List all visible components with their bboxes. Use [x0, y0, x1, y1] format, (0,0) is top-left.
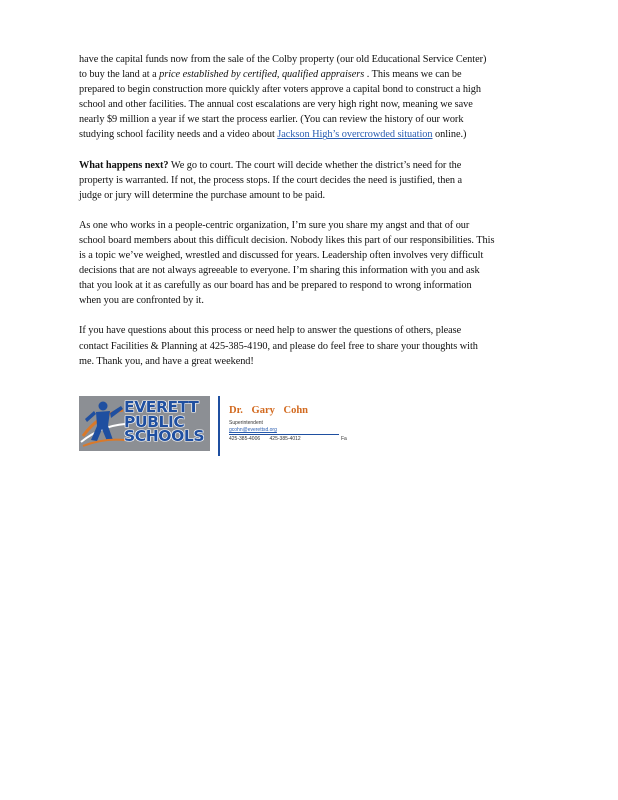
text-line: school board members about this difficult decision. Nobody likes this part of our responsibilities. This [79, 234, 495, 246]
signature-title: Superintendent [229, 420, 263, 426]
text-line: judge or jury will determine the purchase amount to be paid. [79, 189, 326, 201]
heading-what-happens-next: What happens next? [79, 159, 169, 171]
signature-rule [229, 434, 339, 435]
logo-wordmark [124, 400, 204, 444]
text-line: when you are confronted by it. [79, 295, 204, 307]
text-line: As one who works in a people-centric organization, I’m sure you share my angst and that of our [79, 219, 470, 231]
paragraph-questions-contact [79, 323, 547, 368]
jackson-high-video-link[interactable]: Jackson High’s overcrowded situation [277, 129, 433, 141]
text-run: . This means we can be [364, 69, 462, 81]
text-line: school and other facilities. The annual cost escalations are very high right now, meaning we save [79, 99, 473, 111]
text-line: that you look at it as carefully as our board has and be prepared to respond to wrong information [79, 280, 472, 292]
text-line: property is warranted. If not, the process stops. If the court decides the need is justified, then a [79, 174, 463, 186]
signature-phones [229, 436, 309, 442]
paragraph-difficult-decision [79, 218, 547, 309]
signature-name: Dr. Gary Cohn [229, 405, 308, 416]
appraisers-phrase: price established by certified, qualified appraisers [159, 69, 365, 81]
phone-number: 425-385-4012 [269, 436, 301, 442]
signature-email-link[interactable]: gcohn@everettsd.org [229, 427, 277, 433]
text-run: online.) [432, 129, 467, 141]
logo-line: EVERETT [124, 398, 199, 416]
text-line: If you have questions about this process or need help to answer the questions of others, please [79, 325, 462, 337]
signature-divider [218, 396, 220, 456]
email-signature [79, 396, 379, 456]
text-run: We go to court. The court will decide whether the district’s need for the [168, 159, 462, 171]
signature-fax-label: Fa [341, 436, 347, 442]
text-line [79, 158, 547, 173]
text-line: me. Thank you, and have a great weekend! [79, 355, 254, 367]
text-line: is a topic we’ve weighed, wrestled and discussed for years. Leadership often involves very difficult [79, 250, 484, 262]
everett-public-schools-logo [79, 396, 210, 451]
text-line: contact Facilities & Planning at 425-385-4190, and please do feel free to share your thoughts with [79, 340, 478, 352]
logo-line: SCHOOLS [124, 427, 205, 446]
paragraph-what-happens-next [79, 158, 547, 203]
phone-number: 425-385-4006 [229, 436, 261, 442]
text-line [79, 127, 547, 142]
logo-line: PUBLIC [124, 412, 185, 431]
text-line: have the capital funds now from the sale of the Colby property (our old Educational Service Center) [79, 54, 487, 65]
text-run: studying school facility needs and a video about [79, 129, 278, 141]
text-run: to buy the land at a [79, 69, 160, 81]
text-line: nearly $9 million a year if we start the process earlier. (You can review the history of our work [79, 114, 464, 126]
text-line [79, 67, 547, 82]
paragraph-capital-funds [79, 52, 547, 143]
text-line: decisions that are not always agreeable to everyone. I’m sharing this information with you and ask [79, 265, 480, 277]
text-line: prepared to begin construction more quickly after voters approve a capital bond to construct a high [79, 84, 481, 96]
letter-body [79, 52, 547, 384]
